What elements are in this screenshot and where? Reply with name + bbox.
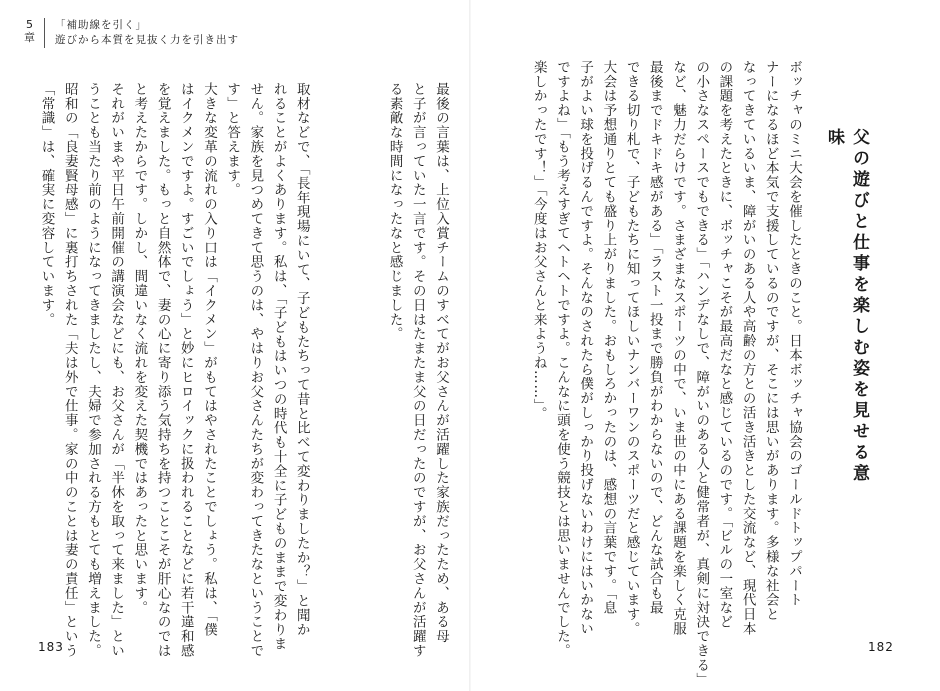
page-number-left: 183 [38,640,64,654]
chapter-number: 5 [26,18,33,31]
right-page-body: ボッチャのミニ大会を催したときのこと。日本ボッチャ協会のゴールドトップパート ナーになるほど本気で支援しているのですが、そこには思いがあります。多様な社会と なってきているいま、障がいのある人や高齢の方との活き活きとした交流など、現代日本 の課題を考えたときに、ボッチャこそが最高だなと感じているのです。「ビルの一室など の小さなスペースでもできる」「ハンデなしで、障がいのある人と健常者が、真剣に対決できる」 など、魅力だらけです。さまざまなスポーツの中で、いま世の中にある課題を楽しく克服 最後までドキドキ感がある」「ラスト一投まで勝負がわからないので、どんな試合も最 できる切り札で、子どもたちに知ってほしいナンバーワンのスポーツだと感じています。 大会は予想通りとても盛り上がりました。おもしろかったのは、感想の言葉です。「息 子がよい球を投げるんですよ。そんなのされたら僕がしっかり投げないわけにはいかない ですよね」「もう考えすぎてヘトヘトですよ。こんなに頭を使う競技とは思いませんでした。 楽しかったです！」「今度はお父さんと来ようね……」。 [530,60,802,687]
page-number-right: 182 [868,640,894,654]
section-heading: 父の遊びと仕事を楽しむ姿を見せる意味 [824,128,869,485]
left-page-body: 最後の言葉は、上位入賞チームのすべてがお父さんが活躍した家族だったため、ある母 と子が言っていた一言です。その日はたまたま父の日だったのですが、お父さんが活躍す る素敵な時間になったなと感じました。 取材などで、「長年現場にいて、子どもたちって昔と比べて変わりましたか？」と聞か れることがよくあります。私は、「子どもはいつの時代も十全に子どものままで変わりま せん。家族を見つめてきて思うのは、やはりお父さんたちが変わってきたなということで す」と答えます。 大きな変革の流れの入り口は「イクメン」がもてはやされたことでしょう。私は、「僕 はイクメンですよ。すごいでしょう」と妙にヒロイックに扱われることなどに若干違和感 を覚えました。もっと自然体で、妻の心に寄り添う気持ちを持つことこそが肝心なのでは と考えたからです。しかし、間違いなく流れを変えた契機ではあったと思います。 それがいまや平日午前開催の講演会などにも、お父さんが「半休を取って来ました」とい うことも当たり前のようになってきましたし、夫婦で参加される方もとても増えました。 昭和の「良妻賢母感」に裏打ちされた「夫は外で仕事。家の中のことは妻の責任」という 「常識」は、確実に変容しています。 [38,82,449,658]
chapter-titles [55,18,239,48]
chapter-title: 「補助線を引く」 [55,19,147,31]
page-gutter [469,0,471,691]
running-header [24,18,239,48]
chapter-label: 章 [24,31,35,44]
chapter-marker [24,18,45,48]
chapter-subtitle: 遊びから本質を見抜く力を引き出す [55,34,239,46]
